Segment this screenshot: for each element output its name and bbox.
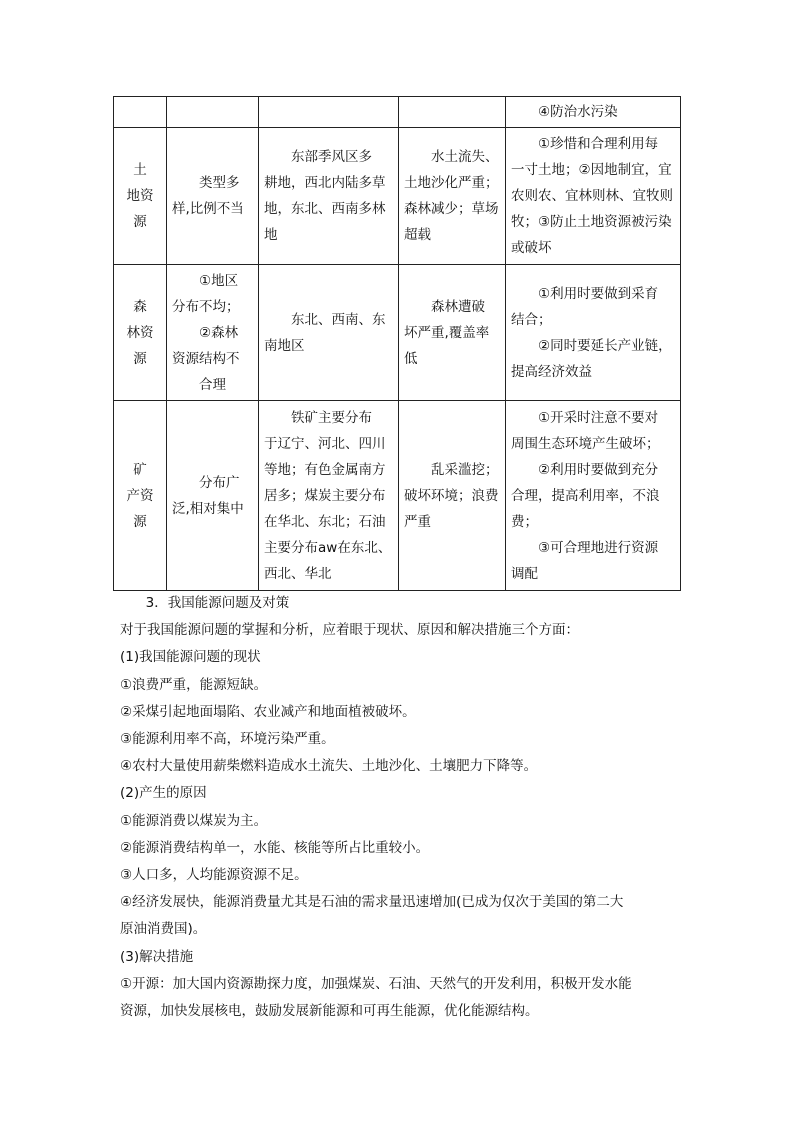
measures-cell: ①珍惜和合理利用每 一寸土地；②因地制宜，宜 农则农、宜林则林、宜牧则 牧；③防止土地资源被污染 或破坏 [506,128,681,265]
list-item-continuation: 资源，加快发展核电，鼓励发展新能源和可再生能源，优化能源结构。 [120,1003,539,1020]
list-item: ①能源消费以煤炭为主。 [120,812,268,829]
features-cell: 分布广 泛,相对集中 [167,401,259,591]
measure-cell [506,97,681,128]
list-item: ④农村大量使用薪柴燃料造成水土流失、土地沙化、土壤肥力下降等。 [120,758,538,775]
problems-cell: 森林遭破 坏严重,覆盖率 低 [399,265,506,401]
resource-name-cell: 矿 产资 源 [114,401,167,591]
table-continuation-row [114,97,681,128]
resource-name-cell: 森 林资 源 [114,265,167,401]
table-row-land [114,128,681,265]
list-item: ③人口多，人均能源资源不足。 [120,867,308,884]
table-row-mineral [114,401,681,591]
distribution-cell: 东北、西南、东 南地区 [259,265,399,401]
list-item: ②采煤引起地面塌陷、农业减产和地面植被破坏。 [120,703,416,720]
table-row-forest [114,265,681,401]
section-intro: 对于我国能源问题的掌握和分析，应着眼于现状、原因和解决措施三个方面： [120,622,579,639]
status-title: (1)我国能源问题的现状 [120,649,261,666]
list-item: ①浪费严重，能源短缺。 [120,676,268,693]
resource-table [113,96,681,591]
resource-name-cell: 土 地资 源 [114,128,167,265]
cell-empty [399,97,506,128]
cell-empty [114,97,167,128]
list-item: ④经济发展快，能源消费量尤其是石油的需求量迅速增加(已成为仅次于美国的第二大 [120,894,624,911]
list-item: ②能源消费结构单一，水能、核能等所占比重较小。 [120,839,430,856]
measure-title: (3)解决措施 [120,948,194,965]
cause-title: (2)产生的原因 [120,785,207,802]
measures-cell: ①开采时注意不要对 周围生态环境产生破坏； ②利用时要做到充分 合理，提高利用率，不浪费； ③可合理地进行资源 调配 [506,401,681,591]
distribution-cell: 铁矿主要分布 于辽宁、河北、四川 等地；有色金属南方 居多；煤炭主要分布 在华北、东北；石油 主要分布aw在东北、 西北、华北 [259,401,399,591]
section-heading: 3．我国能源问题及对策 [145,595,290,611]
distribution-cell: 东部季风区多 耕地，西北内陆多草 地，东北、西南多林 地 [259,128,399,265]
problems-cell: 乱采滥挖； 破坏环境；浪费 严重 [399,401,506,591]
features-cell: ①地区 分布不均； ②森林 资源结构不 合理 [167,265,259,401]
cell-empty [167,97,259,128]
measures-cell: ①利用时要做到采育 结合； ②同时要延长产业链， 提高经济效益 [506,265,681,401]
list-item-continuation: 原油消费国)。 [120,921,207,938]
energy-section [120,590,680,1025]
cell-empty [259,97,399,128]
list-item: ①开源：加大国内资源勘探力度，加强煤炭、石油、天然气的开发利用，积极开发水能 [120,975,632,992]
measure-text: ④防治水污染 [538,104,618,120]
features-cell: 类型多 样,比例不当 [167,128,259,265]
problems-cell: 水土流失、 土地沙化严重； 森林减少；草场 超载 [399,128,506,265]
list-item: ③能源利用率不高，环境污染严重。 [120,731,335,748]
